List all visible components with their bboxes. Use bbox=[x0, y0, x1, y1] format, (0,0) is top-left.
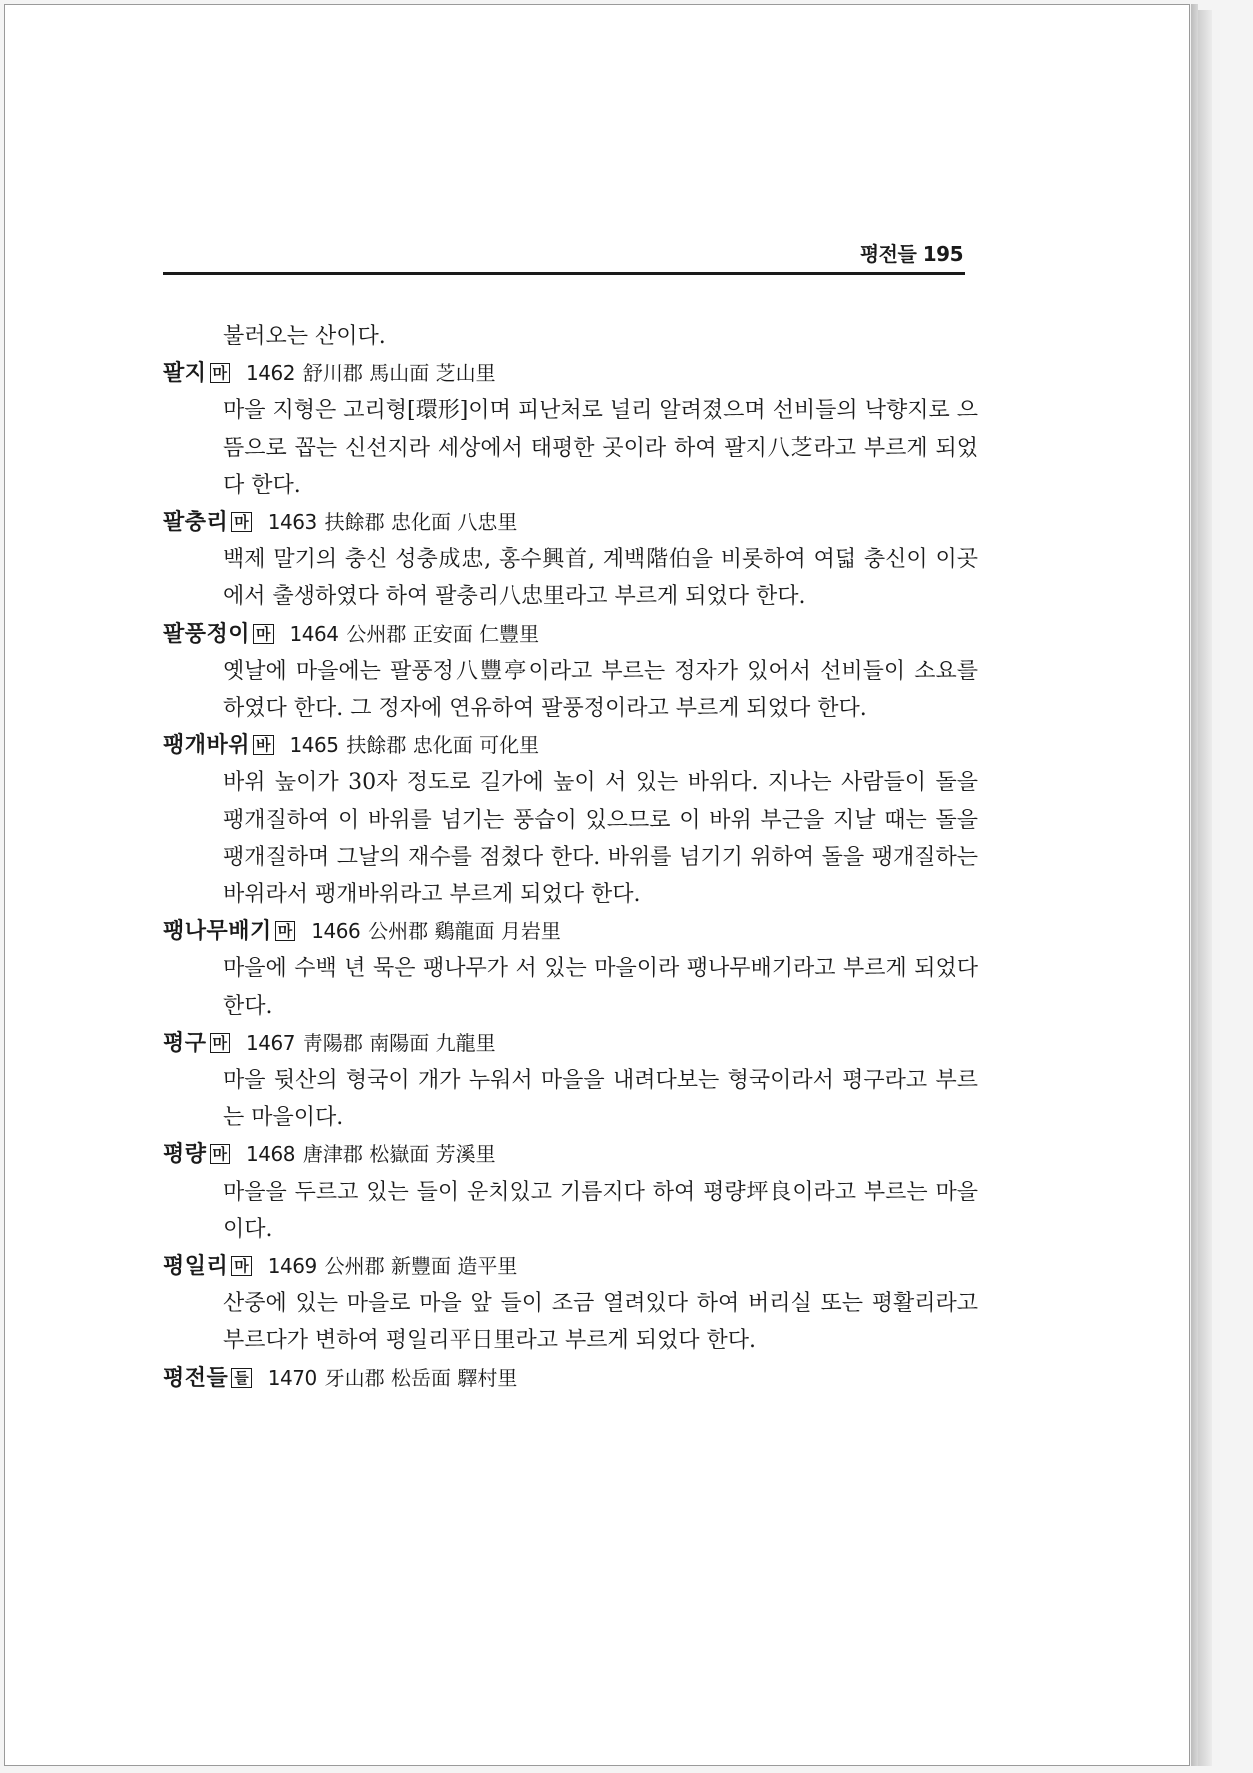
entry-number: 1466 bbox=[311, 919, 361, 944]
entry-term: 팽개바위 bbox=[163, 733, 251, 759]
entry-description: 옛날에 마을에는 팔풍정八豐亭이라고 부르는 정자가 있어서 선비들이 소요를 하였다 한다. 그 정자에 연유하여 팔풍정이라고 부르게 되었다 한다. bbox=[223, 658, 978, 722]
entry-term: 팔지 bbox=[163, 361, 207, 387]
type-mark: 마 bbox=[231, 1256, 252, 1276]
entry-number: 1469 bbox=[267, 1254, 317, 1279]
entry bbox=[163, 504, 978, 616]
entry-address: 公州郡 新豐面 造平里 bbox=[324, 1254, 518, 1279]
type-mark: 마 bbox=[275, 921, 296, 941]
page-edge bbox=[1191, 4, 1198, 1766]
entry-heading bbox=[163, 1248, 978, 1285]
entry-term: 팽나무배기 bbox=[163, 919, 272, 945]
running-header: 평전들 195 bbox=[859, 242, 963, 266]
entry-description: 바위 높이가 30자 정도로 길가에 높이 서 있는 바위다. 지나는 사람들이 돌을 팽개질하여 이 바위를 넘기는 풍습이 있으므로 이 바위 부근을 지날 때는 돌을 팽개질하며 그날의 재수를 점쳤다 한다. 바위를 넘기기 위하여 돌을 팽개질하는 바위라서 팽개바위라고 부르게 되었다 한다. bbox=[223, 770, 978, 908]
entry-description: 산중에 있는 마을로 마을 앞 들이 조금 열려있다 하여 버리실 또는 평활리라고 부르다가 변하여 평일리平日里라고 부르게 되었다 한다. bbox=[223, 1291, 978, 1354]
entry bbox=[163, 727, 978, 913]
type-mark: 들 bbox=[231, 1368, 252, 1388]
entry bbox=[163, 616, 978, 728]
entry-term: 평구 bbox=[163, 1030, 207, 1056]
type-mark: 마 bbox=[210, 1144, 231, 1164]
entry-description: 마을 지형은 고리형[環形]이며 피난처로 널리 알려졌으며 선비들의 낙향지로 으뜸으로 꼽는 신선지라 세상에서 태평한 곳이라 하여 팔지八芝라고 부르게 되었다 한다. bbox=[223, 398, 978, 498]
entry bbox=[163, 1360, 978, 1397]
entry-number: 1464 bbox=[289, 621, 339, 646]
type-mark: 마 bbox=[210, 1033, 231, 1053]
entry-heading bbox=[163, 727, 978, 764]
entry-address: 唐津郡 松嶽面 芳溪里 bbox=[302, 1142, 496, 1167]
header-rule bbox=[163, 272, 965, 275]
entry-number: 1470 bbox=[267, 1365, 317, 1390]
entry-term: 평량 bbox=[163, 1142, 207, 1168]
entry-term: 팔충리 bbox=[163, 510, 229, 536]
entry-number: 1462 bbox=[246, 361, 295, 386]
entry-term: 평일리 bbox=[163, 1254, 229, 1280]
entry-description: 백제 말기의 충신 성충成忠, 홍수興首, 계백階伯을 비롯하여 여덟 충신이 이곳에서 출생하였다 하여 팔충리八忠里라고 부르게 되었다 한다. bbox=[223, 547, 978, 610]
entry-description: 마을에 수백 년 묵은 팽나무가 서 있는 마을이라 팽나무배기라고 부르게 되었다 한다. bbox=[223, 956, 978, 1019]
entry-heading bbox=[163, 355, 978, 392]
entry-address: 舒川郡 馬山面 芝山里 bbox=[302, 361, 496, 386]
entry-number: 1467 bbox=[246, 1030, 295, 1055]
entry bbox=[163, 355, 978, 504]
entry bbox=[163, 1025, 978, 1137]
entry-list bbox=[163, 318, 978, 1397]
entry-address: 靑陽郡 南陽面 九龍里 bbox=[302, 1030, 496, 1055]
entry bbox=[163, 1248, 978, 1360]
entry-heading bbox=[163, 616, 978, 653]
entry-number: 1463 bbox=[267, 510, 317, 535]
type-mark: 마 bbox=[231, 512, 252, 532]
entry bbox=[163, 1136, 978, 1248]
entry-address: 公州郡 鷄龍面 月岩里 bbox=[368, 919, 561, 944]
entry-term: 평전들 bbox=[163, 1365, 229, 1391]
type-mark: 마 bbox=[253, 624, 274, 644]
entry-number: 1465 bbox=[289, 733, 339, 758]
entry-heading bbox=[163, 1025, 978, 1062]
entry-address: 扶餘郡 忠化面 可化里 bbox=[346, 733, 540, 758]
entry-term: 팔풍정이 bbox=[163, 621, 251, 647]
entry-description: 마을 뒷산의 형국이 개가 누워서 마을을 내려다보는 형국이라서 평구라고 부르는 마을이다. bbox=[223, 1068, 978, 1131]
entry-heading bbox=[163, 1360, 978, 1397]
page-edge bbox=[1198, 10, 1212, 1766]
entry-heading bbox=[163, 504, 978, 541]
entry-description: 마을을 두르고 있는 들이 운치있고 기름지다 하여 평량坪良이라고 부르는 마을이다. bbox=[223, 1179, 978, 1242]
entry-heading bbox=[163, 913, 978, 950]
entry-number: 1468 bbox=[246, 1142, 295, 1167]
entry bbox=[163, 913, 978, 1025]
entry-address: 扶餘郡 忠化面 八忠里 bbox=[324, 510, 518, 535]
type-mark: 마 bbox=[210, 363, 231, 383]
entry-heading bbox=[163, 1136, 978, 1173]
entry-address: 公州郡 正安面 仁豐里 bbox=[346, 621, 540, 646]
continued-paragraph: 불러오는 산이다. bbox=[223, 324, 386, 349]
entry-address: 牙山郡 松岳面 驛村里 bbox=[324, 1365, 518, 1390]
type-mark: 바 bbox=[253, 735, 274, 755]
